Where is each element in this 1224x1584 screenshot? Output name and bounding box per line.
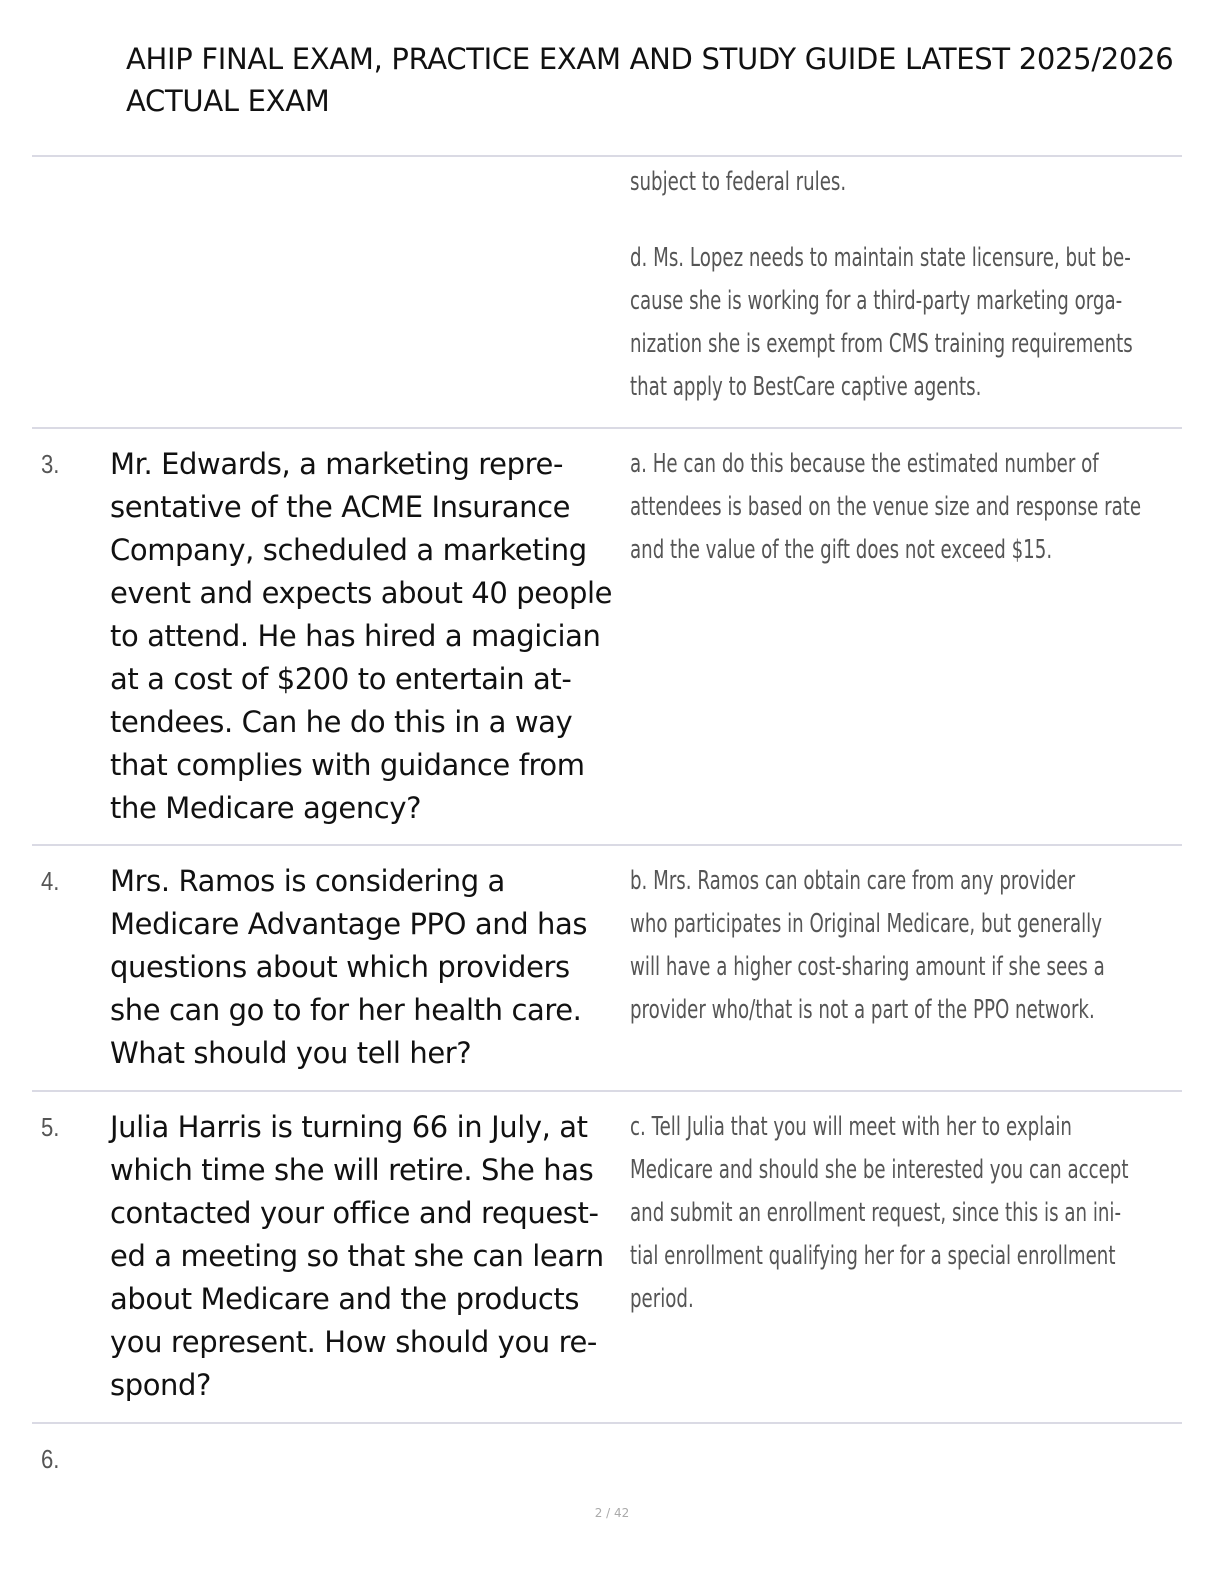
answer-line: b. Mrs. Ramos can obtain care from any provider xyxy=(630,866,1076,896)
question-number: 6. xyxy=(41,1444,60,1474)
question-line: she can go to for her health care. xyxy=(110,993,582,1027)
question-text xyxy=(110,1106,630,1407)
question-line: the Medicare agency? xyxy=(110,791,422,825)
question-line: that complies with guidance from xyxy=(110,748,585,782)
question-line: about Medicare and the products xyxy=(110,1282,580,1316)
answer-cell xyxy=(630,1106,1182,1321)
question-line: spond? xyxy=(110,1368,212,1402)
answer-line: Medicare and should she be interested you can accept xyxy=(630,1155,1129,1185)
question-number: 5. xyxy=(41,1112,60,1142)
question-line: ed a meeting so that she can learn xyxy=(110,1239,604,1273)
question-line: Company, scheduled a marketing xyxy=(110,533,587,567)
answer-line: that apply to BestCare captive agents. xyxy=(630,372,982,402)
question-line: What should you tell her? xyxy=(110,1036,472,1070)
question-line: to attend. He has hired a magician xyxy=(110,619,601,653)
answer-line: nization she is exempt from CMS training requirements xyxy=(630,329,1133,359)
question-line: Medicare Advantage PPO and has xyxy=(110,907,588,941)
table-row xyxy=(32,1424,1182,1484)
answer-line: will have a higher cost-sharing amount if she sees a xyxy=(630,952,1105,982)
table-row xyxy=(32,846,1182,1090)
answer-line: subject to federal rules. xyxy=(630,167,847,197)
answer-cell xyxy=(630,860,1182,1032)
answer-cell xyxy=(630,161,1182,409)
answer-cell xyxy=(630,443,1182,572)
answer-line: tial enrollment qualifying her for a special enrollment xyxy=(630,1241,1116,1271)
answer-line: d. Ms. Lopez needs to maintain state licensure, but be- xyxy=(630,243,1131,273)
question-line: Mrs. Ramos is considering a xyxy=(110,864,505,898)
question-line: which time she will retire. She has xyxy=(110,1153,594,1187)
answer-line: and the value of the gift does not exceed $15. xyxy=(630,535,1053,565)
answer-line: provider who/that is not a part of the PPO network. xyxy=(630,995,1095,1025)
question-text xyxy=(110,860,630,1075)
question-line: event and expects about 40 people xyxy=(110,576,613,610)
table-row xyxy=(32,1092,1182,1422)
answer-line: a. He can do this because the estimated number of xyxy=(630,449,1099,479)
question-number: 4. xyxy=(41,866,60,896)
question-line: contacted your office and request- xyxy=(110,1196,599,1230)
question-line: at a cost of $200 to entertain at- xyxy=(110,662,572,696)
question-number: 3. xyxy=(41,449,60,479)
document-title-line-2: ACTUAL EXAM xyxy=(126,84,330,118)
answer-line: period. xyxy=(630,1284,694,1314)
answer-spacer xyxy=(630,204,1016,237)
table-row xyxy=(32,429,1182,844)
answer-line: attendees is based on the venue size and response rate xyxy=(630,492,1142,522)
question-line: sentative of the ACME Insurance xyxy=(110,490,571,524)
document-title xyxy=(126,38,1216,122)
answer-line: and submit an enrollment request, since this is an ini- xyxy=(630,1198,1122,1228)
page-number: 2 / 42 xyxy=(594,1506,630,1520)
question-line: questions about which providers xyxy=(110,950,570,984)
answer-line: who participates in Original Medicare, but generally xyxy=(630,909,1103,939)
question-table xyxy=(32,155,1182,1484)
question-line: you represent. How should you re- xyxy=(110,1325,597,1359)
answer-line: c. Tell Julia that you will meet with her to explain xyxy=(630,1112,1072,1142)
table-row xyxy=(32,157,1182,427)
question-text xyxy=(110,443,630,830)
question-line: tendees. Can he do this in a way xyxy=(110,705,573,739)
document-title-line-1: AHIP FINAL EXAM, PRACTICE EXAM AND STUDY GUIDE LATEST 2025/2026 xyxy=(126,42,1174,76)
question-line: Mr. Edwards, a marketing repre- xyxy=(110,447,564,481)
answer-line: cause she is working for a third-party marketing orga- xyxy=(630,286,1123,316)
question-line: Julia Harris is turning 66 in July, at xyxy=(110,1110,588,1144)
